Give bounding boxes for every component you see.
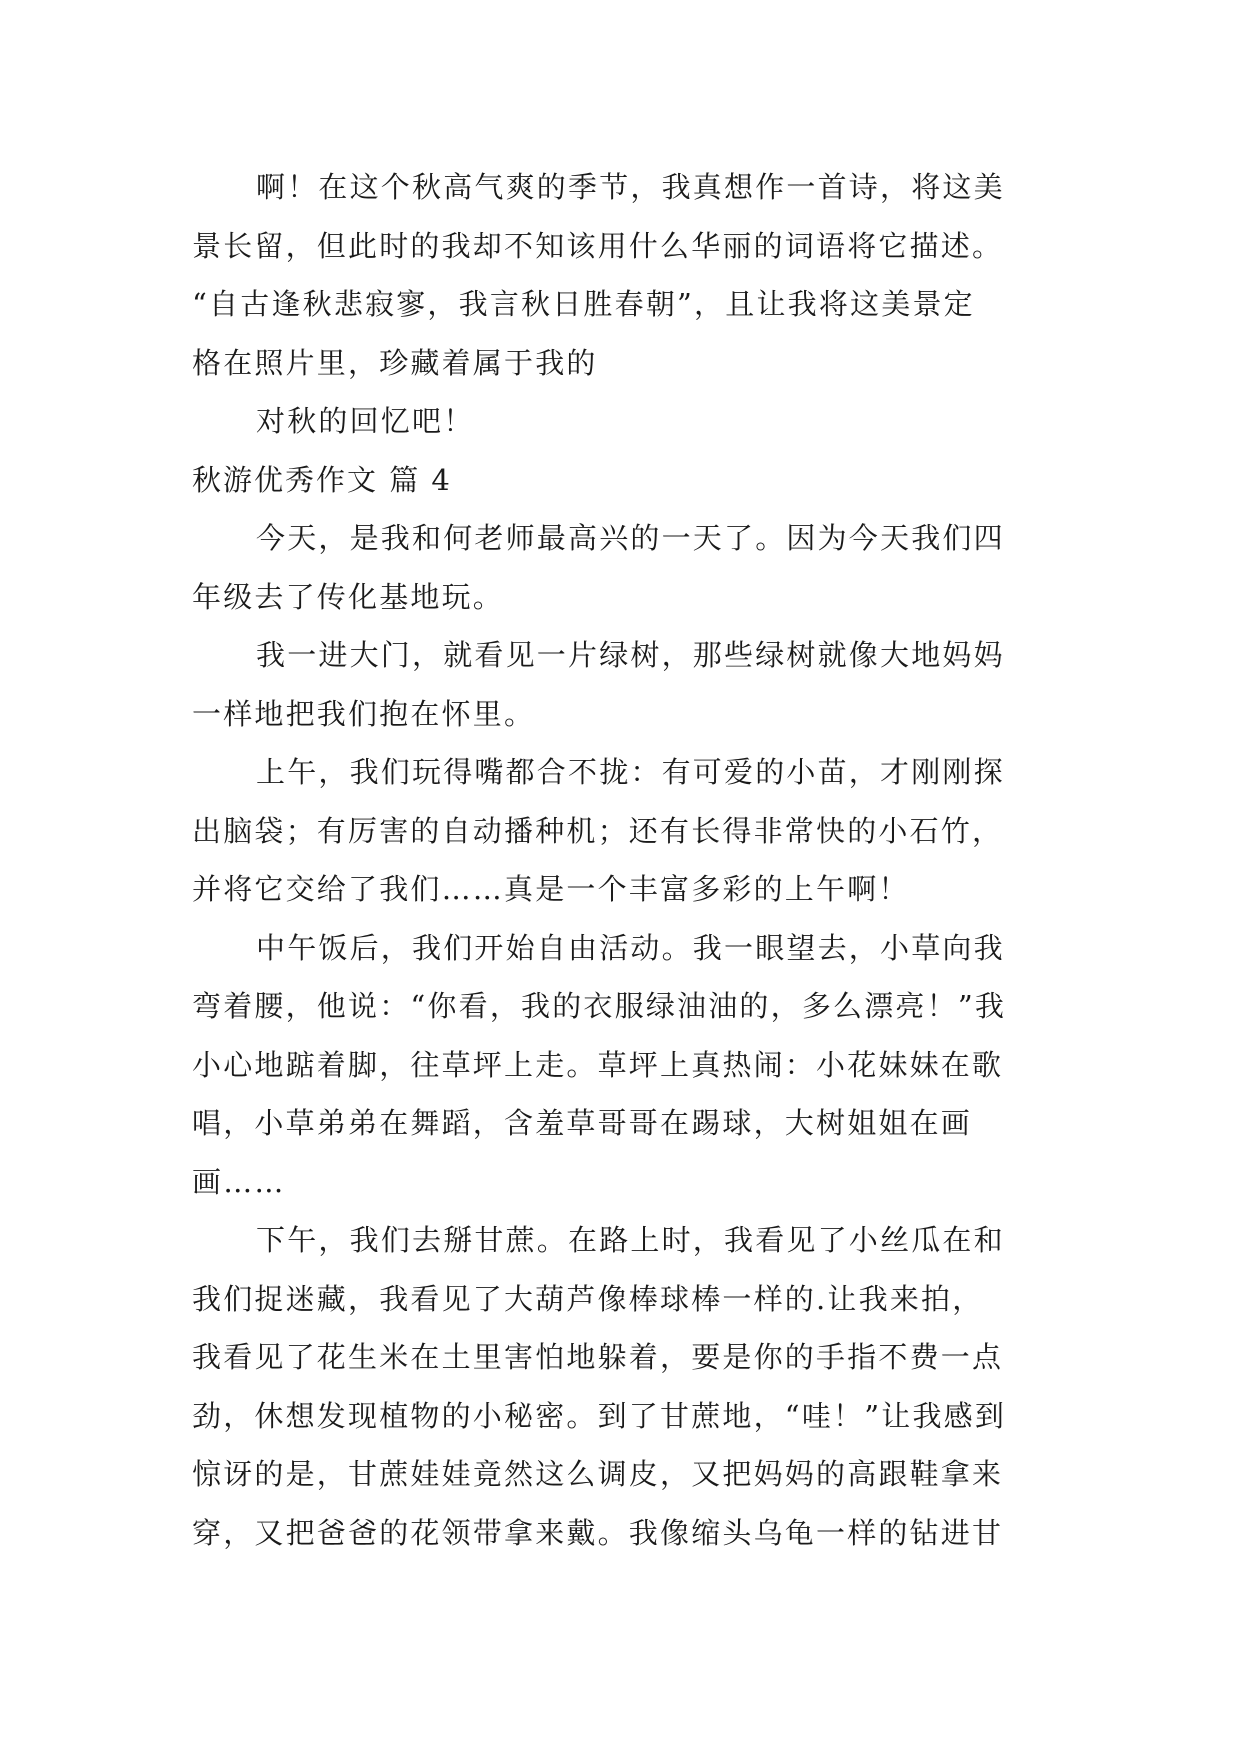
paragraph-line: 我一进大门，就看见一片绿树，那些绿树就像大地妈妈 [256, 638, 1005, 672]
paragraph-line: 上午，我们玩得嘴都合不拢：有可爱的小苗，才刚刚探 [256, 755, 1005, 789]
paragraph-line: 小心地踮着脚，往草坪上走。草坪上真热闹：小花妹妹在歌 [192, 1047, 1004, 1082]
paragraph-line: 景长留，但此时的我却不知该用什么华丽的词语将它描述。 [192, 228, 1004, 263]
paragraph-line: 劲，休想发现植物的小秘密。到了甘蔗地，“哇！”让我感到 [192, 1398, 1007, 1433]
paragraph-line: 啊！在这个秋高气爽的季节，我真想作一首诗，将这美 [256, 170, 1005, 204]
paragraph-line: 唱，小草弟弟在舞蹈，含羞草哥哥在踢球，大树姐姐在画 [192, 1106, 973, 1140]
paragraph-line: 下午，我们去掰甘蔗。在路上时，我看见了小丝瓜在和 [256, 1223, 1005, 1257]
paragraph-line: 出脑袋；有厉害的自动播种机；还有长得非常快的小石竹， [192, 813, 1004, 848]
paragraph-line: 今天，是我和何老师最高兴的一天了。因为今天我们四 [256, 521, 1005, 555]
paragraph-line: 我们捉迷藏，我看见了大葫芦像棒球棒一样的.让我来拍， [192, 1281, 984, 1316]
paragraph-line: 对秋的回忆吧！ [256, 404, 475, 438]
paragraph-line: 一样地把我们抱在怀里。 [192, 696, 536, 731]
paragraph-line: 我看见了花生米在土里害怕地躲着，要是你的手指不费一点 [192, 1340, 1004, 1374]
paragraph-line: 穿，又把爸爸的花领带拿来戴。我像缩头乌龟一样的钻进甘 [192, 1515, 1004, 1550]
paragraph-line: 中午饭后，我们开始自由活动。我一眼望去，小草向我 [256, 930, 1005, 965]
paragraph-line: 年级去了传化基地玩。 [192, 579, 505, 614]
paragraph-line: 弯着腰，他说：“你看，我的衣服绿油油的，多么漂亮！”我 [192, 989, 1007, 1023]
paragraph-line: 格在照片里，珍藏着属于我的 [192, 345, 598, 380]
paragraph-line: 并将它交给了我们……真是一个丰富多彩的上午啊！ [192, 872, 910, 906]
paragraph-line: 惊讶的是，甘蔗娃娃竟然这么调皮，又把妈妈的高跟鞋拿来 [192, 1457, 1004, 1491]
paragraph-line: 画…… [192, 1164, 286, 1199]
document-page [192, 158, 1052, 1562]
paragraph-line: “自古逢秋悲寂寥，我言秋日胜春朝”，且让我将这美景定 [192, 287, 975, 321]
section-heading: 秋游优秀作文 篇 4 [192, 462, 452, 497]
